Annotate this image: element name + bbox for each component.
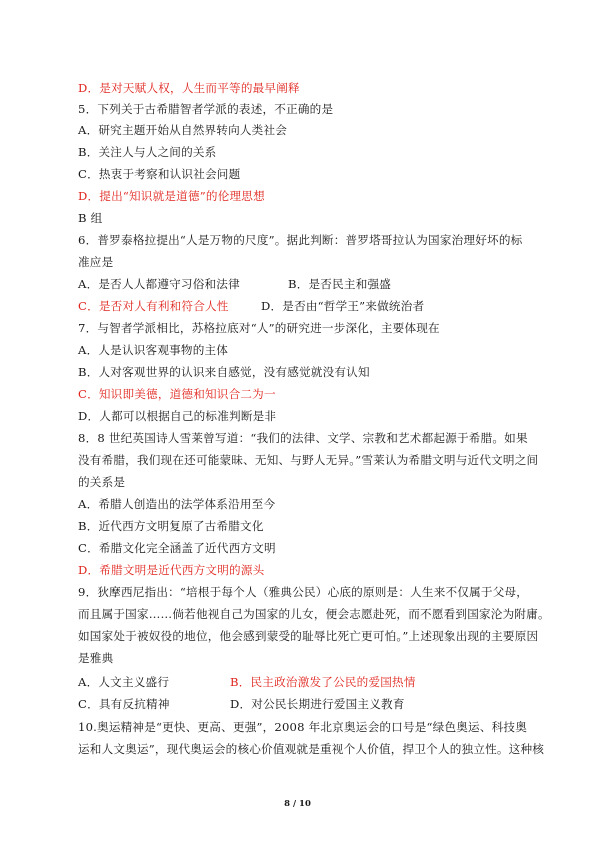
q8-option-a: A．希腊人创造出的法学体系沿用至今 [78,497,276,511]
q6-options-row2 [78,298,524,314]
q7-option-b: B．人对客观世界的认识来自感觉，没有感觉就没有认知 [78,365,370,379]
q8-stem-line3: 的关系是 [78,475,126,489]
q9-option-c: C．具有反抗精神 [78,697,170,711]
q5-option-a: A．研究主题开始从自然界转向人类社会 [78,123,288,137]
q8-option-c: C．希腊文化完全涵盖了近代西方文明 [78,541,276,555]
q7-option-c-answer: C．知识即美德，道德和知识合二为一 [78,387,276,401]
q7-option-a: A．人是认识客观事物的主体 [78,343,229,357]
q7-option-d: D．人都可以根据自己的标准判断是非 [78,409,277,423]
q9-option-b-answer: B．民主政治激发了公民的爱国热情 [230,675,416,689]
q10-stem-line2: 运和人文奥运”，现代奥运会的核心价值观就是重视个人价值，捍卫个人的独立性。这种核 [78,742,545,756]
q9-option-d: D．对公民长期进行爱国主义教育 [230,697,405,711]
q9-options-row1 [78,674,524,690]
q5-option-d-answer: D．提出“知识就是道德”的伦理思想 [78,189,265,203]
q6-stem-line1: 6．普罗泰格拉提出“人是万物的尺度”。据此判断：普罗塔哥拉认为国家治理好坏的标 [78,233,523,247]
page-number: 8 / 10 [284,799,311,809]
q7-stem: 7．与智者学派相比，苏格拉底对“人”的研究进一步深化，主要体现在 [78,321,440,335]
q9-options-row2 [78,696,524,712]
q6-options-row1 [78,276,524,292]
q5-option-c: C．热衷于考察和认识社会问题 [78,167,241,181]
q5-stem: 5．下列关于古希腊智者学派的表述，不正确的是 [78,102,334,116]
q8-option-d-answer: D．希腊文明是近代西方文明的源头 [78,563,265,577]
q4-option-d-answer: D．是对天赋人权，人生而平等的最早阐释 [78,81,300,95]
q6-stem-line2: 准应是 [78,255,114,269]
q9-stem-line2: 而且属于国家……倘若他视自己为国家的儿女，便会志愿赴死，而不愿看到国家沦为附庸。 [78,607,550,621]
q6-option-b: B．是否民主和强盛 [288,277,392,291]
q9-stem-line3: 如国家处于被奴役的地位，他会感到蒙受的耻辱比死亡更可怕。”上述现象出现的主要原因 [78,629,539,643]
q9-option-a: A．人文主义盛行 [78,675,170,689]
q6-option-c-answer: C．是否对人有利和符合人性 [78,299,229,313]
group-b-heading: B 组 [78,211,103,225]
q9-stem-line4: 是雅典 [78,651,114,665]
q9-stem-line1: 9．狄摩西尼指出：“培根于每个人（雅典公民）心底的原则是：人生来不仅属于父母， [78,585,529,599]
q6-option-d: D．是否由“哲学王”来做统治者 [261,299,425,313]
q8-stem-line1: 8．8 世纪英国诗人雪莱曾写道：“我们的法律、文学、宗教和艺术都起源于希腊。如果 [78,431,528,445]
q8-stem-line2: 没有希腊，我们现在还可能蒙昧、无知、与野人无异。”雪莱认为希腊文明与近代文明之间 [78,453,539,467]
q5-option-b: B．关注人与人之间的关系 [78,145,217,159]
q8-option-b: B．近代西方文明复原了古希腊文化 [78,519,264,533]
q6-option-a: A．是否人人都遵守习俗和法律 [78,277,240,291]
q10-stem-line1: 10.奥运精神是“更快、更高、更强”，2008 年北京奥运会的口号是“绿色奥运、科技奥 [78,720,528,734]
